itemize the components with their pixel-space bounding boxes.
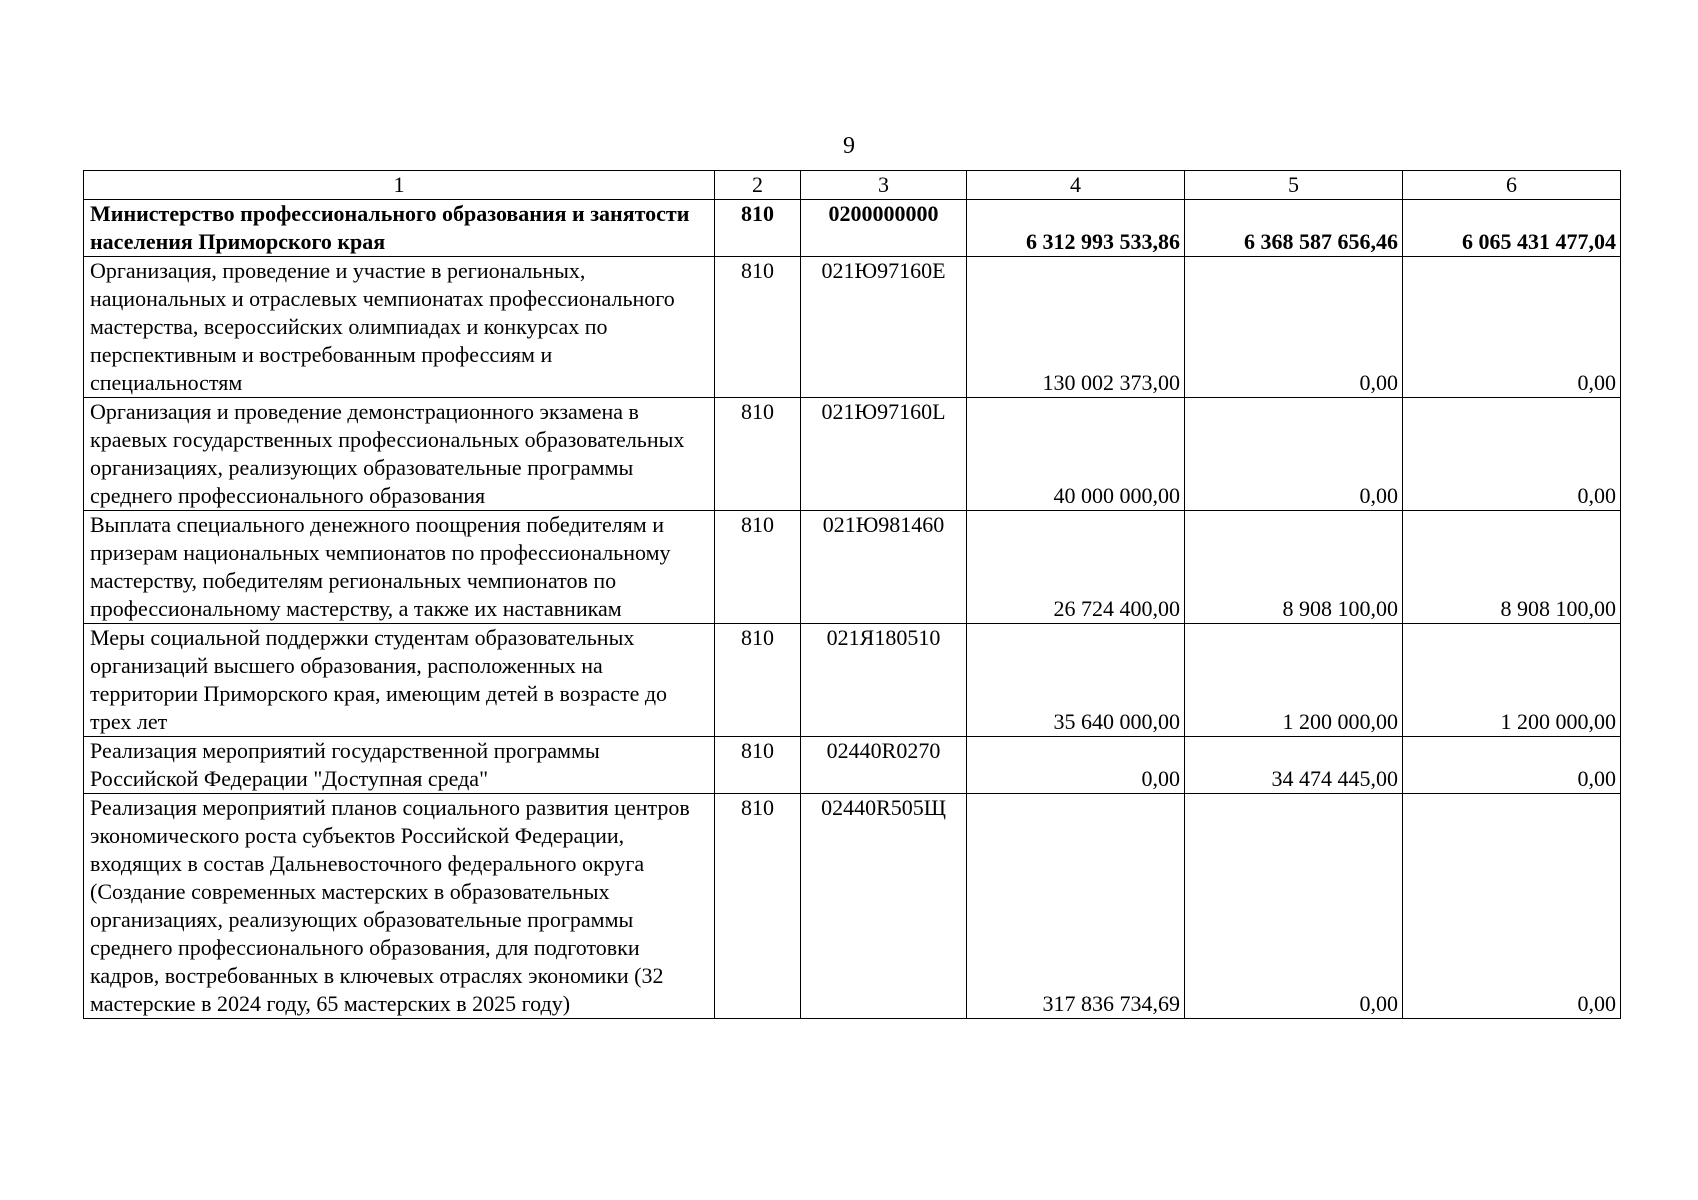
row-name: Организация и проведение демонстрационного экзамена в краевых государственных профессиональных образовательных организациях, реализующих образовательные программы среднего профессионального образования bbox=[84, 398, 715, 511]
table-row bbox=[84, 257, 1621, 398]
column-header-1: 1 bbox=[84, 171, 715, 200]
row-target-article: 021Я180510 bbox=[801, 624, 967, 737]
column-header-3: 3 bbox=[801, 171, 967, 200]
row-department-code: 810 bbox=[715, 737, 801, 794]
row-target-article: 021Ю97160L bbox=[801, 398, 967, 511]
table-row bbox=[84, 200, 1621, 257]
row-amount-col4: 26 724 400,00 bbox=[967, 511, 1185, 624]
page-number: 9 bbox=[843, 133, 855, 159]
row-amount-col5: 6 368 587 656,46 bbox=[1185, 200, 1403, 257]
table-row bbox=[84, 398, 1621, 511]
table-row bbox=[84, 737, 1621, 794]
row-amount-col5: 8 908 100,00 bbox=[1185, 511, 1403, 624]
row-amount-col6: 6 065 431 477,04 bbox=[1403, 200, 1621, 257]
row-department-code: 810 bbox=[715, 794, 801, 1019]
row-target-article: 0200000000 bbox=[801, 200, 967, 257]
row-amount-col6: 1 200 000,00 bbox=[1403, 624, 1621, 737]
table-row bbox=[84, 624, 1621, 737]
row-department-code: 810 bbox=[715, 624, 801, 737]
row-amount-col4: 317 836 734,69 bbox=[967, 794, 1185, 1019]
row-amount-col4: 0,00 bbox=[967, 737, 1185, 794]
row-amount-col6: 0,00 bbox=[1403, 398, 1621, 511]
row-name: Реализация мероприятий государственной программы Российской Федерации "Доступная среда" bbox=[84, 737, 715, 794]
row-amount-col6: 0,00 bbox=[1403, 794, 1621, 1019]
row-target-article: 02440R505Щ bbox=[801, 794, 967, 1019]
table-row bbox=[84, 794, 1621, 1019]
row-amount-col5: 0,00 bbox=[1185, 398, 1403, 511]
column-header-6: 6 bbox=[1403, 171, 1621, 200]
column-header-4: 4 bbox=[967, 171, 1185, 200]
budget-table bbox=[83, 170, 1621, 1019]
row-amount-col5: 0,00 bbox=[1185, 257, 1403, 398]
row-amount-col6: 0,00 bbox=[1403, 257, 1621, 398]
table-header-row bbox=[84, 171, 1621, 200]
row-amount-col4: 130 002 373,00 bbox=[967, 257, 1185, 398]
row-department-code: 810 bbox=[715, 200, 801, 257]
row-name: Организация, проведение и участие в региональных, национальных и отраслевых чемпионатах профессионального мастерства, всероссийских олимпиадах и конкурсах по перспективным и востребованным профессиям и специальностям bbox=[84, 257, 715, 398]
column-header-5: 5 bbox=[1185, 171, 1403, 200]
row-name: Меры социальной поддержки студентам образовательных организаций высшего образования, расположенных на территории Приморского края, имеющим детей в возрасте до трех лет bbox=[84, 624, 715, 737]
row-amount-col6: 8 908 100,00 bbox=[1403, 511, 1621, 624]
row-amount-col5: 0,00 bbox=[1185, 794, 1403, 1019]
row-department-code: 810 bbox=[715, 398, 801, 511]
row-amount-col5: 34 474 445,00 bbox=[1185, 737, 1403, 794]
table-row bbox=[84, 511, 1621, 624]
row-amount-col4: 35 640 000,00 bbox=[967, 624, 1185, 737]
row-name: Выплата специального денежного поощрения победителям и призерам национальных чемпионатов по профессиональному мастерству, победителям региональных чемпионатов по профессиональному мастерству, а также их наставникам bbox=[84, 511, 715, 624]
row-amount-col6: 0,00 bbox=[1403, 737, 1621, 794]
row-department-code: 810 bbox=[715, 511, 801, 624]
row-amount-col5: 1 200 000,00 bbox=[1185, 624, 1403, 737]
row-department-code: 810 bbox=[715, 257, 801, 398]
row-name: Министерство профессионального образования и занятости населения Приморского края bbox=[84, 200, 715, 257]
row-amount-col4: 40 000 000,00 bbox=[967, 398, 1185, 511]
column-header-2: 2 bbox=[715, 171, 801, 200]
row-target-article: 02440R0270 bbox=[801, 737, 967, 794]
row-name: Реализация мероприятий планов социального развития центров экономического роста субъектов Российской Федерации, входящих в состав Дальневосточного федерального округа (Создание современных мастерских в образовательных организациях, реализующих образовательные программы среднего профессионального образования, для подготовки кадров, востребованных в ключевых отраслях экономики (32 мастерские в 2024 году, 65 мастерских в 2025 году) bbox=[84, 794, 715, 1019]
row-target-article: 021Ю97160Е bbox=[801, 257, 967, 398]
row-amount-col4: 6 312 993 533,86 bbox=[967, 200, 1185, 257]
row-target-article: 021Ю981460 bbox=[801, 511, 967, 624]
